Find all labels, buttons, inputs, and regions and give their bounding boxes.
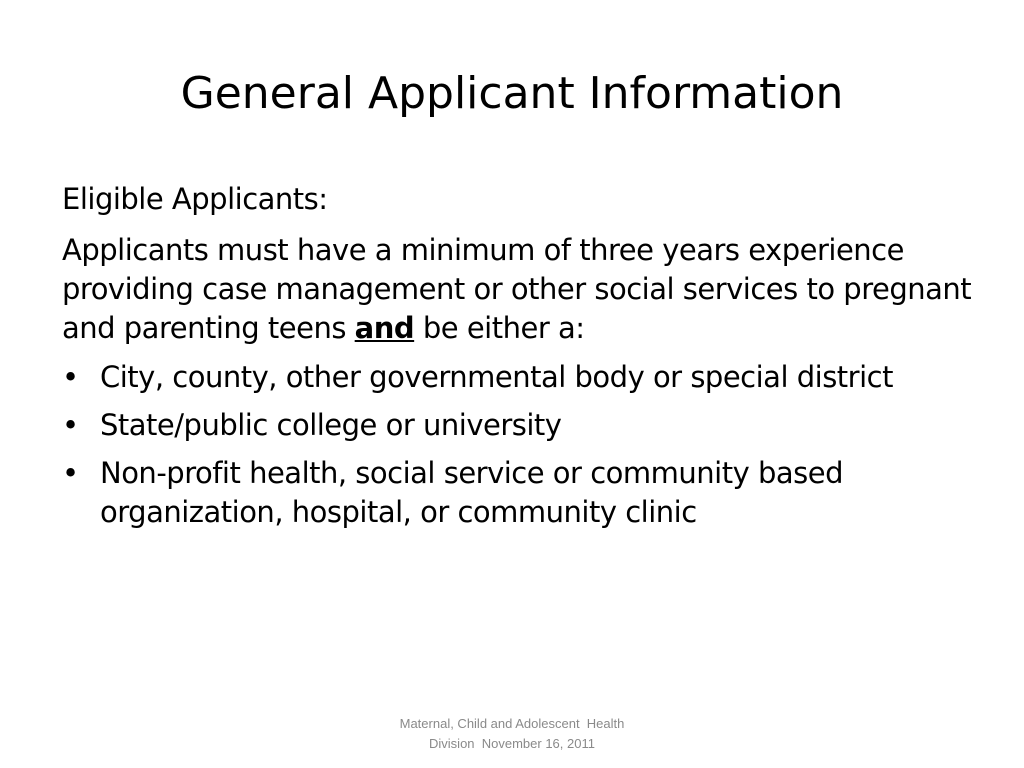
footer-line-2: Division November 16, 2011 bbox=[429, 736, 595, 751]
bullet-icon: • bbox=[62, 456, 79, 490]
slide-body bbox=[62, 180, 972, 541]
list-item bbox=[62, 358, 972, 397]
list-item bbox=[62, 454, 972, 532]
footer-line-1: Maternal, Child and Adolescent Health bbox=[399, 716, 625, 731]
bullet-icon: • bbox=[62, 408, 79, 442]
eligible-types-list bbox=[62, 358, 972, 532]
requirement-emphasis: and bbox=[354, 311, 415, 345]
list-item-text: Non-profit health, social service or community based organization, hospital, or community clinic bbox=[100, 456, 843, 529]
requirement-paragraph bbox=[62, 231, 972, 348]
list-item-text: State/public college or university bbox=[100, 408, 562, 442]
requirement-tail: be either a: bbox=[414, 311, 585, 345]
list-item bbox=[62, 406, 972, 445]
bullet-icon: • bbox=[62, 360, 79, 394]
slide-footer bbox=[362, 714, 662, 754]
list-item-text: City, county, other governmental body or special district bbox=[100, 360, 893, 394]
eligible-applicants-heading: Eligible Applicants: bbox=[62, 182, 328, 216]
requirement-text: Applicants must have a minimum of three years experience providing case management or other social services to pregnant and parenting teens bbox=[62, 233, 972, 345]
slide-title: General Applicant Information bbox=[180, 68, 844, 119]
